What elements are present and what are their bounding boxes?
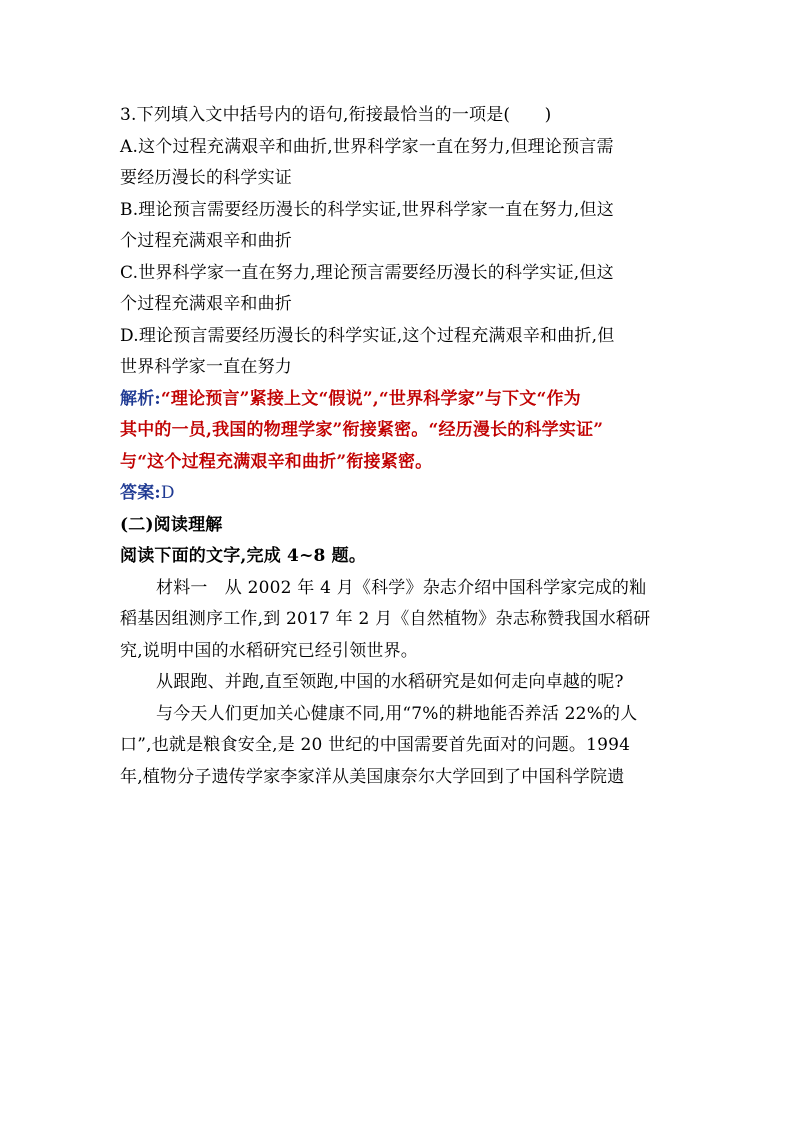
document-page: [120, 100, 676, 793]
passage-p3-line-2: 口”,也就是粮食安全,是 20 世纪的中国需要首先面对的问题。1994: [120, 735, 631, 755]
analysis-line-1: “理论预言”紧接上文“假说”,“世界科学家”与下文“作为: [160, 388, 581, 409]
option-a-line-1: A.这个过程充满艰辛和曲折,世界科学家一直在努力,但理论预言需: [120, 136, 614, 157]
passage-p1-line-2: 稻基因组测序工作,到 2017 年 2 月《自然植物》杂志称赞我国水稻研: [120, 609, 651, 629]
passage-p3-line-1: 与今天人们更加关心健康不同,用“7%的耕地能否养活 22%的人: [156, 703, 638, 724]
option-d-line-2: 世界科学家一直在努力: [120, 357, 292, 377]
question-stem: 3.下列填入文中括号内的语句,衔接最恰当的一项是( ): [120, 105, 552, 125]
answer-label: 答案:: [120, 483, 161, 503]
option-d-line-1: D.理论预言需要经历漫长的科学实证,这个过程充满艰辛和曲折,但: [120, 325, 615, 346]
analysis-block: [120, 384, 676, 479]
passage-p1-line-3: 究,说明中国的水稻研究已经引领世界。: [120, 640, 419, 661]
option-d: [120, 321, 676, 384]
passage-p2-line-1: 从跟跑、并跑,直至领跑,中国的水稻研究是如何走向卓越的呢?: [156, 672, 624, 692]
option-c: [120, 258, 676, 321]
option-a-line-2: 要经历漫长的科学实证: [120, 168, 292, 188]
section-instruction: 阅读下面的文字,完成 4~8 题。: [120, 546, 367, 566]
passage-p1-line-1: 材料一 从 2002 年 4 月《科学》杂志介绍中国科学家完成的籼: [156, 577, 647, 598]
answer-block: [120, 478, 676, 510]
option-b: [120, 195, 676, 258]
option-b-line-1: B.理论预言需要经历漫长的科学实证,世界科学家一直在努力,但这: [120, 199, 614, 220]
answer-value: D: [160, 483, 175, 503]
passage-p3-line-3: 年,植物分子遗传学家李家洋从美国康奈尔大学回到了中国科学院遗: [120, 766, 625, 787]
analysis-line-2: 其中的一员,我国的物理学家”衔接紧密。“经历漫长的科学实证”: [120, 420, 604, 440]
option-a: [120, 132, 676, 195]
analysis-label: 解析:: [120, 388, 161, 409]
option-b-line-2: 个过程充满艰辛和曲折: [120, 231, 292, 251]
passage-paragraph-2: [120, 667, 676, 699]
passage-paragraph-1: [120, 573, 676, 668]
analysis-line-3: 与“这个过程充满艰辛和曲折”衔接紧密。: [120, 451, 433, 472]
section-title: (二)阅读理解: [120, 514, 223, 535]
passage: [120, 573, 676, 794]
option-c-line-2: 个过程充满艰辛和曲折: [120, 294, 292, 314]
passage-paragraph-3: [120, 699, 676, 794]
option-c-line-1: C.世界科学家一直在努力,理论预言需要经历漫长的科学实证,但这: [120, 262, 614, 283]
